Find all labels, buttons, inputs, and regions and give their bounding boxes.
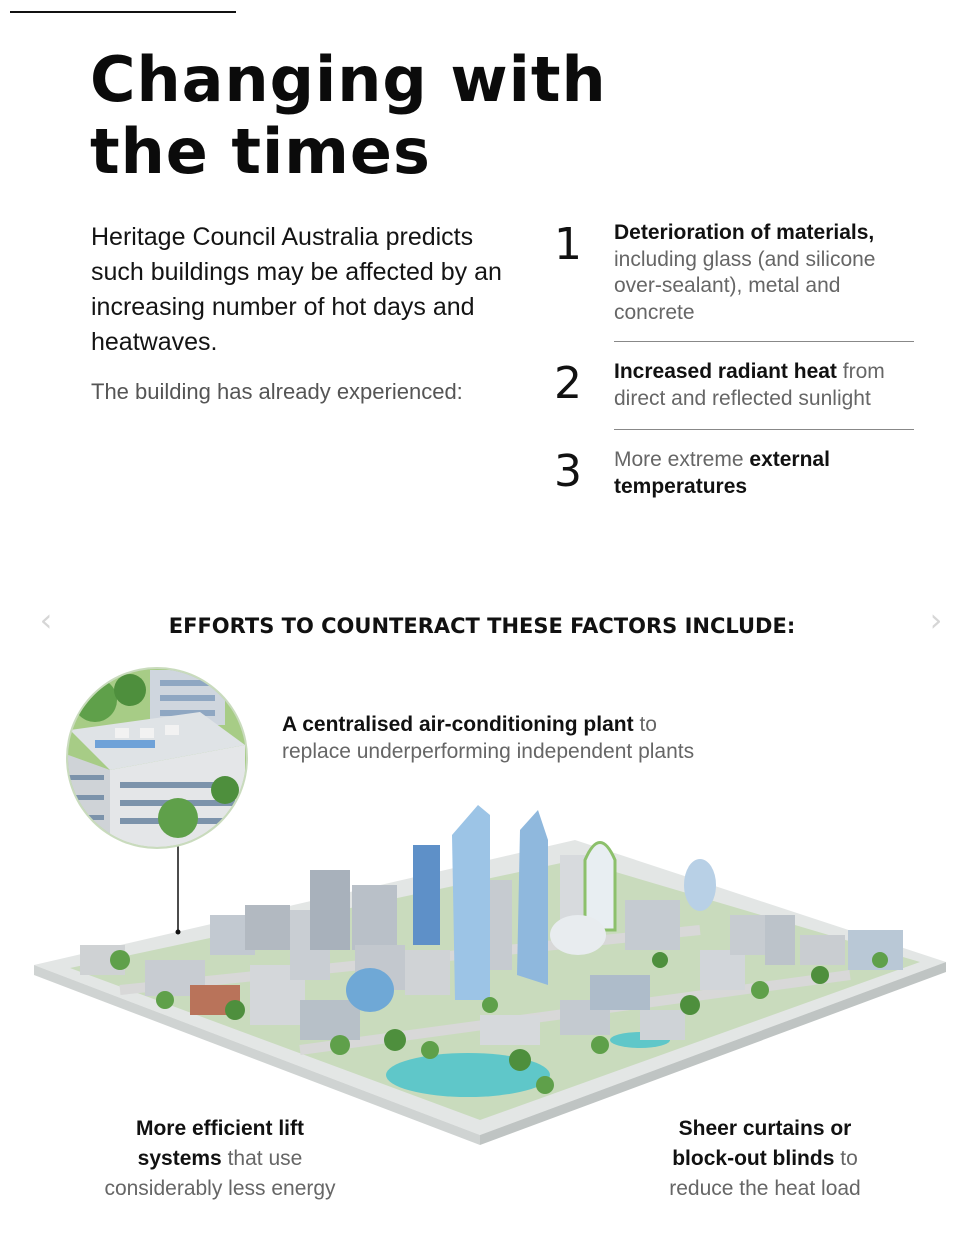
effort-rest: to: [639, 713, 657, 736]
chevron-left-icon: ‹: [39, 601, 53, 639]
tree: [872, 952, 888, 968]
building: [310, 870, 350, 950]
tree: [330, 1035, 350, 1055]
building: [625, 900, 680, 950]
round-building: [550, 915, 606, 955]
callout-dot: [176, 930, 181, 935]
lead-paragraph: Heritage Council Australia predicts such buildings may be affected by an increasing number of hot days and heatwaves.: [91, 223, 502, 356]
effort-bold: More efficient lift: [135, 1117, 304, 1140]
effort-bold: A centralised air-conditioning plant: [282, 713, 634, 736]
zoom-circle-content: [60, 665, 260, 855]
tree: [751, 981, 769, 999]
sub-paragraph: The building has already experienced:: [91, 379, 463, 404]
effort-rest: considerably less energy: [104, 1177, 336, 1200]
building: [700, 950, 745, 990]
tree: [384, 1029, 406, 1051]
effort-bold: systems: [137, 1147, 222, 1170]
building: [480, 1015, 540, 1045]
effort-curtains: [630, 1114, 900, 1204]
effort-rest: to: [840, 1147, 858, 1170]
title-line-1: Changing with: [90, 43, 607, 116]
effort-rest: replace underperforming independent plants: [282, 740, 695, 763]
tree: [680, 995, 700, 1015]
title-line-2: the times: [90, 115, 431, 188]
factor-bold: Increased radiant heat: [614, 360, 837, 383]
tree: [509, 1049, 531, 1071]
building: [730, 915, 770, 955]
effort-lift-systems: [80, 1114, 360, 1204]
tree: [482, 997, 498, 1013]
building: [800, 935, 845, 965]
building: [352, 885, 397, 950]
tree: [421, 1041, 439, 1059]
tree: [536, 1076, 554, 1094]
factor-bold: Deterioration of materials,: [614, 221, 875, 244]
effort-air-conditioning: [282, 711, 762, 765]
building: [490, 880, 512, 970]
effort-bold: Sheer curtains or: [678, 1117, 852, 1140]
glass-tower: [413, 845, 440, 945]
factor-text: [614, 359, 914, 412]
building: [590, 975, 650, 1010]
building: [405, 950, 450, 995]
building: [765, 915, 795, 965]
top-rule: [10, 11, 236, 13]
tree: [652, 952, 668, 968]
tree: [811, 966, 829, 984]
building: [640, 1010, 685, 1040]
factor-number: 1: [554, 219, 582, 270]
tree: [591, 1036, 609, 1054]
tree: [225, 1000, 245, 1020]
chevron-right-icon: ›: [929, 601, 943, 639]
tree: [110, 950, 130, 970]
egg-tower: [684, 859, 716, 911]
efforts-heading: EFFORTS TO COUNTERACT THESE FACTORS INCLUDE:: [168, 614, 796, 638]
factor-rest: from direct and reflected sunlight: [614, 360, 885, 410]
factor-bold: external temperatures: [614, 448, 830, 498]
page-title: [90, 44, 607, 188]
glass-tower: [452, 805, 490, 1000]
factor-rest: including glass (and silicone over-sealant), metal and concrete: [614, 247, 876, 324]
factor-number: 2: [554, 358, 582, 409]
factor-text: [614, 220, 914, 326]
factor-text: [614, 447, 914, 500]
factor-pre: More extreme: [614, 448, 744, 471]
building: [245, 905, 290, 950]
factor-divider: [614, 429, 914, 430]
factor-divider: [614, 341, 914, 342]
tree: [156, 991, 174, 1009]
building: [300, 1000, 360, 1040]
glass-dome: [346, 968, 394, 1012]
factor-number: 3: [554, 446, 582, 497]
effort-bold: block-out blinds: [672, 1147, 835, 1170]
glass-tower: [517, 810, 548, 985]
effort-rest: reduce the heat load: [669, 1177, 861, 1200]
effort-rest: that use: [227, 1147, 303, 1170]
